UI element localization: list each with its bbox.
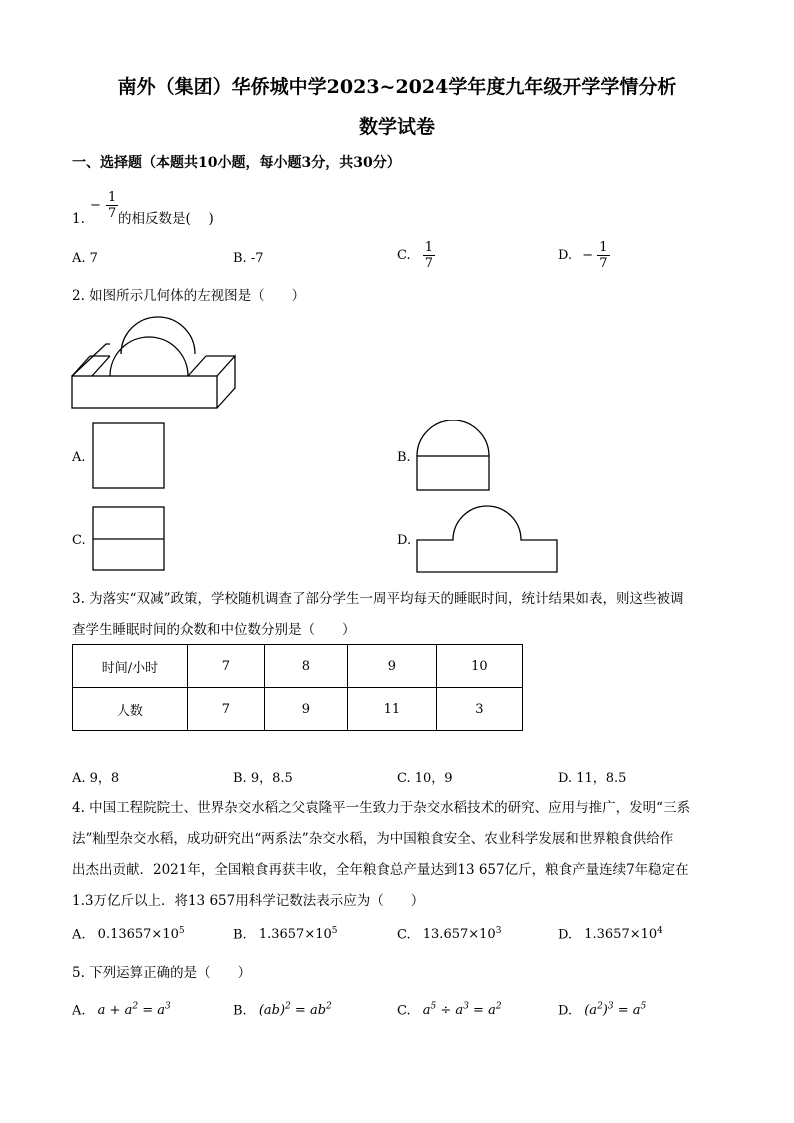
- q5-option-b-expr: $(ab)^2 = ab^2$: [258, 1002, 332, 1019]
- q1-minus-sign: −: [90, 198, 101, 213]
- q2-option-c-figure: [92, 506, 166, 572]
- q2-option-a-figure: [92, 422, 166, 490]
- q5-option-d-expr: $(a^2)^3 = a^5$: [584, 1002, 647, 1019]
- q4-option-a-label: A.: [72, 927, 86, 943]
- exam-title-line1: 南外（集团）华侨城中学2023~2024学年度九年级开学学情分析: [117, 76, 677, 98]
- q1-option-d[interactable]: [558, 240, 610, 271]
- q4-option-b[interactable]: [233, 926, 337, 942]
- q2-option-c[interactable]: C.: [72, 533, 86, 548]
- q1-option-c-frac: [423, 240, 435, 271]
- q1-option-d-sign: −: [582, 248, 594, 263]
- q4-option-c-base: 13.657×10: [422, 927, 496, 943]
- table-cell: 时间/小时: [73, 645, 188, 688]
- q1-number: 1.: [72, 211, 85, 227]
- q4-option-b-label: B.: [233, 927, 247, 943]
- q1-fraction: [90, 190, 118, 221]
- q1-option-d-num: 1: [599, 240, 608, 255]
- q1-option-c[interactable]: [397, 240, 435, 271]
- table-cell: 人数: [73, 688, 188, 731]
- table-cell: 10: [436, 645, 522, 688]
- q4-line3: 出杰出贡献．2021年，全国粮食再获丰收，全年粮食总产量达到13 657亿斤，粮食产量连续7年稳定在: [72, 862, 689, 878]
- q4-option-d-label: D.: [558, 927, 573, 943]
- q1-frac-num: 1: [108, 190, 117, 205]
- section-heading: 一、选择题（本题共10小题，每小题3分，共30分）: [72, 155, 401, 171]
- q2-option-d-figure: [415, 502, 560, 574]
- q1-option-b[interactable]: B. -7: [233, 251, 264, 266]
- q4-line2: 法”籼型杂交水稻，成功研究出“两系法”杂交水稻，为中国粮食安全、农业科学发展和世界粮食供给作: [72, 831, 674, 847]
- q4-option-b-base: 1.3657×10: [258, 927, 332, 943]
- q2-option-b-figure: [415, 420, 491, 492]
- q1-option-a[interactable]: A. 7: [72, 251, 98, 266]
- q5-option-d-label: D.: [558, 1003, 573, 1019]
- q1-frac: [106, 190, 118, 221]
- q5-option-a-expr: $a + a^2 = a^3$: [97, 1002, 171, 1019]
- q1-option-c-den: 7: [424, 256, 434, 271]
- q5-option-c-expr: $a^5 \div a^3 = a^2$: [422, 1002, 502, 1019]
- q4-option-b-exp: 5: [331, 926, 338, 936]
- q1-stem: 的相反数是( ): [118, 211, 214, 227]
- q3-option-d[interactable]: D. 11，8.5: [558, 771, 627, 786]
- q3-stem-line1: 3. 为落实“双减”政策，学校随机调查了部分学生一周平均每天的睡眠时间，统计结果如表，则这些被调: [72, 591, 684, 607]
- q5-option-b[interactable]: [233, 1002, 332, 1018]
- q4-option-c[interactable]: [397, 926, 501, 942]
- q4-option-c-label: C.: [397, 927, 411, 943]
- q5-option-c[interactable]: [397, 1002, 502, 1018]
- table-row: [73, 645, 523, 688]
- q1-frac-den: 7: [108, 206, 117, 221]
- q4-option-a-exp: 5: [178, 926, 185, 936]
- q1-option-d-label: D.: [558, 248, 573, 263]
- table-cell: 3: [436, 688, 522, 731]
- table-cell: 8: [265, 645, 348, 688]
- q4-option-d-exp: 4: [657, 926, 663, 936]
- q3-option-a[interactable]: A. 9，8: [72, 771, 120, 786]
- q3-stem-line2: 查学生睡眠时间的众数和中位数分别是（ ）: [72, 622, 356, 638]
- q5-option-c-label: C.: [397, 1003, 411, 1019]
- q4-line1: 4. 中国工程院院士、世界杂交水稻之父袁隆平一生致力于杂交水稻技术的研究、应用与推广，发明“三系: [72, 800, 691, 816]
- table-cell: 7: [187, 645, 264, 688]
- table-cell: 9: [265, 688, 348, 731]
- q2-stem: 2. 如图所示几何体的左视图是（ ）: [72, 288, 306, 304]
- q3-option-b[interactable]: B. 9，8.5: [233, 771, 293, 786]
- table-cell: 11: [347, 688, 436, 731]
- q4-option-a-base: 0.13657×10: [97, 927, 179, 943]
- q5-option-b-label: B.: [233, 1003, 247, 1019]
- q3-table: [72, 644, 523, 731]
- q4-option-d-base: 1.3657×10: [584, 927, 658, 943]
- q2-option-a[interactable]: A.: [72, 450, 86, 465]
- q1-option-c-label: C.: [397, 248, 411, 263]
- q4-option-d[interactable]: [558, 926, 663, 942]
- table-row: [73, 688, 523, 731]
- table-cell: 9: [347, 645, 436, 688]
- q5-stem: 5. 下列运算正确的是（ ）: [72, 965, 252, 981]
- q2-option-b[interactable]: B.: [397, 450, 411, 465]
- q1-option-c-num: 1: [424, 240, 434, 255]
- q2-solid-figure: [70, 312, 240, 412]
- q4-line4: 1.3万亿斤以上．将13 657用科学记数法表示应为（ ）: [72, 893, 425, 909]
- q5-option-a[interactable]: [72, 1002, 171, 1018]
- q4-option-a[interactable]: [72, 926, 185, 942]
- exam-title-line2: 数学试卷: [358, 116, 435, 138]
- q2-option-d[interactable]: D.: [397, 533, 412, 548]
- table-cell: 7: [187, 688, 264, 731]
- q5-option-d[interactable]: [558, 1002, 646, 1018]
- q3-option-c[interactable]: C. 10，9: [397, 771, 453, 786]
- q5-option-a-label: A.: [72, 1003, 86, 1019]
- q4-option-c-exp: 3: [495, 926, 502, 936]
- q1-option-d-den: 7: [599, 256, 608, 271]
- q1-option-d-frac: [597, 240, 609, 271]
